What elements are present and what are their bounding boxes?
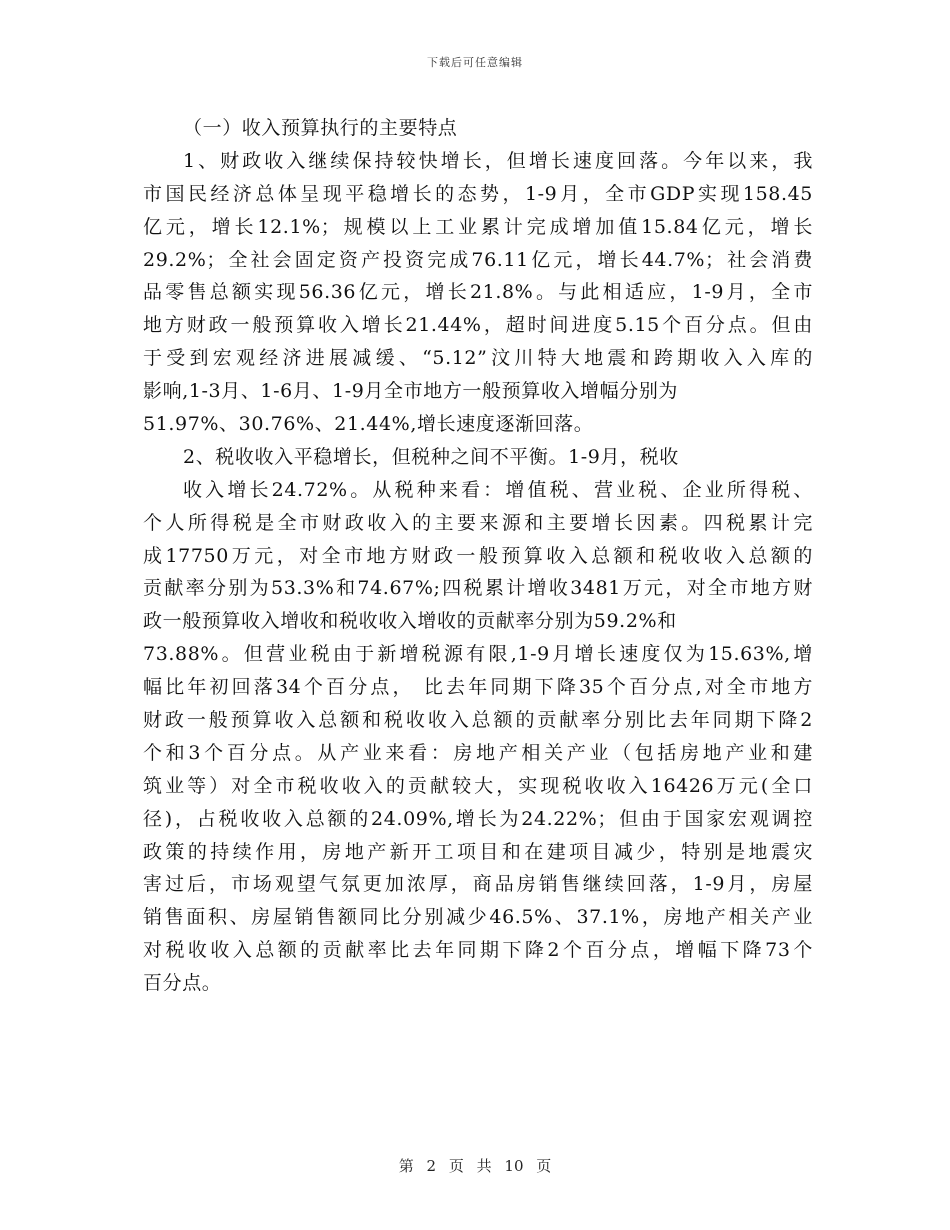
paragraph-line: 百分点。 (143, 972, 222, 995)
paragraph-line: 51.97%、30.76%、21.44%,增长速度逐渐回落。 (143, 413, 594, 436)
footer-total-pages: 10 (504, 1157, 524, 1175)
paragraph-line: 对税收收入总额的贡献率比去年同期下降2个百分点，增幅下降73个 (143, 939, 813, 962)
paragraph-line: 1、财政收入继续保持较快增长，但增长速度回落。今年以来，我 (183, 149, 813, 172)
paragraph-line: 财政一般预算收入总额和税收收入总额的贡献率分别比去年同期下降2 (143, 709, 813, 732)
section-heading: （一）收入预算执行的主要特点 (183, 117, 458, 139)
paragraph-line: 影响,1-3月、1-6月、1-9月全市地方一般预算收入增幅分别为 (143, 380, 679, 403)
paragraph-line: 地方财政一般预算收入增长21.44%，超时间进度5.15个百分点。但由 (143, 314, 813, 337)
paragraph-line: 市国民经济总体呈现平稳增长的态势，1-9月，全市GDP实现158.45 (143, 182, 813, 205)
paragraph-line: 亿元，增长12.1%；规模以上工业累计完成增加值15.84亿元，增长 (143, 215, 813, 238)
paragraph-line: 于受到宏观经济进展减缓、“5.12”汶川特大地震和跨期收入入库的 (143, 347, 813, 370)
paragraph-line: 个和3个百分点。从产业来看：房地产相关产业（包括房地产业和建 (143, 741, 813, 764)
footer-total-label: 共 (476, 1157, 492, 1175)
paragraph-line: 政一般预算收入增收和税收收入增收的贡献率分别为59.2%和 (143, 610, 677, 633)
footer-page-number: 2 (426, 1157, 437, 1175)
document-body (143, 112, 813, 1000)
page-header: 下载后可任意编辑 (427, 56, 523, 69)
footer-prefix: 第 (398, 1157, 414, 1175)
paragraph-line: 品零售总额实现56.36亿元，增长21.8%。与此相适应，1-9月，全市 (143, 281, 813, 304)
paragraph-line: 29.2%；全社会固定资产投资完成76.11亿元，增长44.7%；社会消费 (143, 248, 813, 271)
paragraph-line: 73.88%。但营业税由于新增税源有限,1-9月增长速度仅为15.63%,增 (143, 643, 813, 666)
footer-suffix: 页 (536, 1157, 552, 1175)
paragraph-line: 2、税收收入平稳增长，但税种之间不平衡。1-9月，税收 (183, 445, 679, 468)
paragraph-line: 害过后，市场观望气氛更加浓厚，商品房销售继续回落，1-9月，房屋 (143, 873, 813, 896)
paragraph-line: 收入增长24.72%。从税种来看：增值税、营业税、企业所得税、 (183, 478, 813, 501)
paragraph-line: 个人所得税是全市财政收入的主要来源和主要增长因素。四税累计完 (143, 511, 813, 534)
paragraph-line: 幅比年初回落34个百分点， 比去年同期下降35个百分点,对全市地方 (143, 676, 813, 699)
paragraph-line: 成17750万元，对全市地方财政一般预算收入总额和税收收入总额的 (143, 544, 813, 567)
paragraph-line: 筑业等）对全市税收收入的贡献较大，实现税收收入16426万元(全口 (143, 774, 813, 797)
footer-page-label: 页 (448, 1157, 464, 1175)
paragraph-line: 径)，占税收收入总额的24.09%,增长为24.22%；但由于国家宏观调控 (143, 807, 813, 830)
paragraph-line: 销售面积、房屋销售额同比分别减少46.5%、37.1%，房地产相关产业 (143, 906, 813, 929)
page-footer (0, 1155, 950, 1176)
paragraph-line: 贡献率分别为53.3%和74.67%;四税累计增收3481万元，对全市地方财 (143, 577, 813, 600)
paragraph-line: 政策的持续作用，房地产新开工项目和在建项目减少，特别是地震灾 (143, 840, 813, 863)
